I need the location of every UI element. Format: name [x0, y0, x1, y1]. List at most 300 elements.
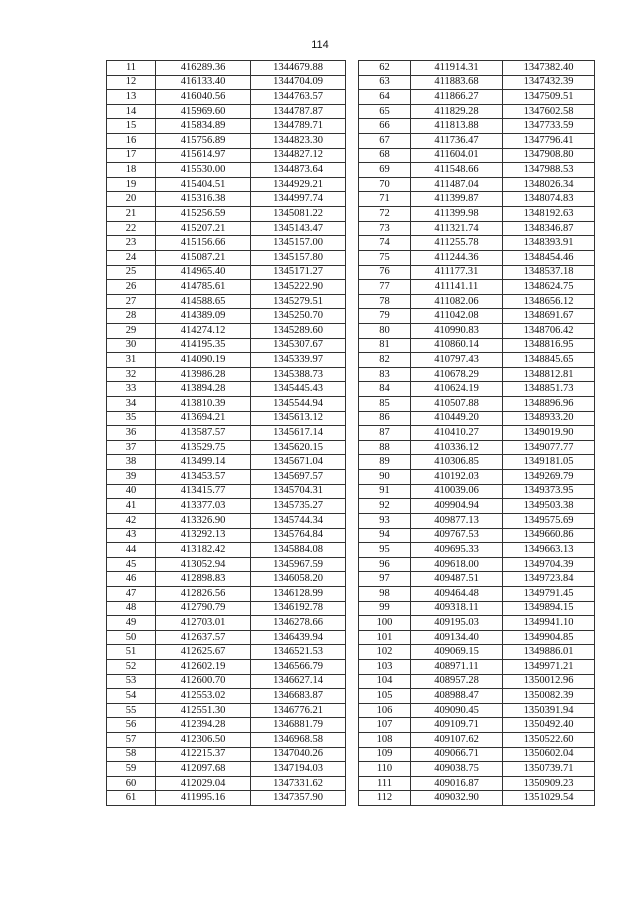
- x-coordinate-cell: 415756.89: [156, 134, 251, 149]
- table-row: [107, 484, 346, 499]
- x-coordinate-cell: 409487.51: [411, 572, 503, 587]
- y-coordinate-cell: 1346278.66: [251, 616, 346, 631]
- y-coordinate-cell: 1347040.26: [251, 747, 346, 762]
- point-number-cell: 24: [107, 250, 156, 265]
- table-row: [359, 645, 595, 660]
- y-coordinate-cell: 1350082.39: [503, 689, 595, 704]
- point-number-cell: 81: [359, 338, 411, 353]
- y-coordinate-cell: 1344763.57: [251, 90, 346, 105]
- y-coordinate-cell: 1350391.94: [503, 703, 595, 718]
- point-number-cell: 20: [107, 192, 156, 207]
- table-row: [359, 791, 595, 806]
- table-row: [107, 557, 346, 572]
- x-coordinate-cell: 409069.15: [411, 645, 503, 660]
- x-coordinate-cell: 411141.11: [411, 280, 503, 295]
- y-coordinate-cell: 1344929.21: [251, 177, 346, 192]
- y-coordinate-cell: 1345544.94: [251, 397, 346, 412]
- y-coordinate-cell: 1344873.64: [251, 163, 346, 178]
- table-row: [359, 134, 595, 149]
- y-coordinate-cell: 1349269.79: [503, 470, 595, 485]
- x-coordinate-cell: 409877.13: [411, 513, 503, 528]
- point-number-cell: 88: [359, 440, 411, 455]
- point-number-cell: 92: [359, 499, 411, 514]
- table-row: [359, 689, 595, 704]
- table-row: [107, 75, 346, 90]
- table-row: [107, 338, 346, 353]
- y-coordinate-cell: 1345081.22: [251, 207, 346, 222]
- point-number-cell: 99: [359, 601, 411, 616]
- table-row: [107, 776, 346, 791]
- x-coordinate-cell: 411399.87: [411, 192, 503, 207]
- coordinates-table-right: [358, 60, 595, 806]
- y-coordinate-cell: 1347509.51: [503, 90, 595, 105]
- x-coordinate-cell: 410860.14: [411, 338, 503, 353]
- y-coordinate-cell: 1345222.90: [251, 280, 346, 295]
- point-number-cell: 69: [359, 163, 411, 178]
- x-coordinate-cell: 409618.00: [411, 557, 503, 572]
- x-coordinate-cell: 412553.02: [156, 689, 251, 704]
- y-coordinate-cell: 1345620.15: [251, 440, 346, 455]
- y-coordinate-cell: 1345157.00: [251, 236, 346, 251]
- point-number-cell: 101: [359, 630, 411, 645]
- y-coordinate-cell: 1346439.94: [251, 630, 346, 645]
- x-coordinate-cell: 413326.90: [156, 513, 251, 528]
- point-number-cell: 109: [359, 747, 411, 762]
- x-coordinate-cell: 410624.19: [411, 382, 503, 397]
- point-number-cell: 39: [107, 470, 156, 485]
- table-row: [359, 104, 595, 119]
- table-row: [359, 207, 595, 222]
- table-row: [107, 134, 346, 149]
- table-row: [107, 265, 346, 280]
- y-coordinate-cell: 1348896.96: [503, 397, 595, 412]
- y-coordinate-cell: 1345884.08: [251, 543, 346, 558]
- x-coordinate-cell: 413694.21: [156, 411, 251, 426]
- x-coordinate-cell: 413292.13: [156, 528, 251, 543]
- table-row: [359, 250, 595, 265]
- y-coordinate-cell: 1349575.69: [503, 513, 595, 528]
- point-number-cell: 80: [359, 323, 411, 338]
- table-row: [107, 499, 346, 514]
- table-row: [359, 119, 595, 134]
- x-coordinate-cell: 412306.50: [156, 733, 251, 748]
- point-number-cell: 58: [107, 747, 156, 762]
- table-row: [107, 455, 346, 470]
- x-coordinate-cell: 410039.06: [411, 484, 503, 499]
- y-coordinate-cell: 1345143.47: [251, 221, 346, 236]
- point-number-cell: 64: [359, 90, 411, 105]
- y-coordinate-cell: 1348192.63: [503, 207, 595, 222]
- point-number-cell: 71: [359, 192, 411, 207]
- x-coordinate-cell: 411829.28: [411, 104, 503, 119]
- x-coordinate-cell: 410449.20: [411, 411, 503, 426]
- y-coordinate-cell: 1346776.21: [251, 703, 346, 718]
- y-coordinate-cell: 1349181.05: [503, 455, 595, 470]
- table-row: [107, 280, 346, 295]
- table-row: [359, 586, 595, 601]
- point-number-cell: 43: [107, 528, 156, 543]
- table-row: [359, 61, 595, 76]
- y-coordinate-cell: 1346566.79: [251, 659, 346, 674]
- point-number-cell: 105: [359, 689, 411, 704]
- y-coordinate-cell: 1348706.42: [503, 323, 595, 338]
- y-coordinate-cell: 1345967.59: [251, 557, 346, 572]
- y-coordinate-cell: 1349723.84: [503, 572, 595, 587]
- x-coordinate-cell: 412551.30: [156, 703, 251, 718]
- x-coordinate-cell: 414965.40: [156, 265, 251, 280]
- y-coordinate-cell: 1345671.04: [251, 455, 346, 470]
- x-coordinate-cell: 411082.06: [411, 294, 503, 309]
- y-coordinate-cell: 1344787.87: [251, 104, 346, 119]
- x-coordinate-cell: 415156.66: [156, 236, 251, 251]
- table-row: [107, 61, 346, 76]
- table-row: [107, 440, 346, 455]
- point-number-cell: 110: [359, 762, 411, 777]
- point-number-cell: 91: [359, 484, 411, 499]
- x-coordinate-cell: 411399.98: [411, 207, 503, 222]
- y-coordinate-cell: 1346192.78: [251, 601, 346, 616]
- table-row: [107, 513, 346, 528]
- point-number-cell: 53: [107, 674, 156, 689]
- point-number-cell: 41: [107, 499, 156, 514]
- x-coordinate-cell: 411321.74: [411, 221, 503, 236]
- y-coordinate-cell: 1344789.71: [251, 119, 346, 134]
- point-number-cell: 47: [107, 586, 156, 601]
- y-coordinate-cell: 1346968.58: [251, 733, 346, 748]
- point-number-cell: 36: [107, 426, 156, 441]
- point-number-cell: 76: [359, 265, 411, 280]
- x-coordinate-cell: 414274.12: [156, 323, 251, 338]
- table-row: [359, 557, 595, 572]
- x-coordinate-cell: 413052.94: [156, 557, 251, 572]
- y-coordinate-cell: 1350492.40: [503, 718, 595, 733]
- table-row: [107, 192, 346, 207]
- table-row: [359, 309, 595, 324]
- table-row: [359, 265, 595, 280]
- x-coordinate-cell: 409195.03: [411, 616, 503, 631]
- y-coordinate-cell: 1350909.23: [503, 776, 595, 791]
- x-coordinate-cell: 415969.60: [156, 104, 251, 119]
- point-number-cell: 98: [359, 586, 411, 601]
- x-coordinate-cell: 413182.42: [156, 543, 251, 558]
- table-row: [107, 411, 346, 426]
- point-number-cell: 73: [359, 221, 411, 236]
- x-coordinate-cell: 411244.36: [411, 250, 503, 265]
- x-coordinate-cell: 411487.04: [411, 177, 503, 192]
- point-number-cell: 107: [359, 718, 411, 733]
- table-row: [359, 192, 595, 207]
- y-coordinate-cell: 1348624.75: [503, 280, 595, 295]
- x-coordinate-cell: 410410.27: [411, 426, 503, 441]
- table-row: [359, 470, 595, 485]
- x-coordinate-cell: 409090.45: [411, 703, 503, 718]
- point-number-cell: 33: [107, 382, 156, 397]
- point-number-cell: 59: [107, 762, 156, 777]
- table-row: [359, 367, 595, 382]
- y-coordinate-cell: 1347382.40: [503, 61, 595, 76]
- point-number-cell: 72: [359, 207, 411, 222]
- point-number-cell: 28: [107, 309, 156, 324]
- y-coordinate-cell: 1349503.38: [503, 499, 595, 514]
- y-coordinate-cell: 1347796.41: [503, 134, 595, 149]
- point-number-cell: 96: [359, 557, 411, 572]
- x-coordinate-cell: 413894.28: [156, 382, 251, 397]
- point-number-cell: 34: [107, 397, 156, 412]
- point-number-cell: 55: [107, 703, 156, 718]
- y-coordinate-cell: 1347194.03: [251, 762, 346, 777]
- y-coordinate-cell: 1345744.34: [251, 513, 346, 528]
- x-coordinate-cell: 408988.47: [411, 689, 503, 704]
- point-number-cell: 26: [107, 280, 156, 295]
- table-row: [359, 148, 595, 163]
- point-number-cell: 42: [107, 513, 156, 528]
- y-coordinate-cell: 1349373.95: [503, 484, 595, 499]
- point-number-cell: 103: [359, 659, 411, 674]
- x-coordinate-cell: 415530.00: [156, 163, 251, 178]
- y-coordinate-cell: 1348454.46: [503, 250, 595, 265]
- point-number-cell: 14: [107, 104, 156, 119]
- point-number-cell: 56: [107, 718, 156, 733]
- y-coordinate-cell: 1350602.04: [503, 747, 595, 762]
- table-row: [107, 382, 346, 397]
- table-row: [107, 733, 346, 748]
- point-number-cell: 100: [359, 616, 411, 631]
- y-coordinate-cell: 1345157.80: [251, 250, 346, 265]
- table-row: [107, 104, 346, 119]
- y-coordinate-cell: 1346683.87: [251, 689, 346, 704]
- x-coordinate-cell: 411255.78: [411, 236, 503, 251]
- y-coordinate-cell: 1346881.79: [251, 718, 346, 733]
- x-coordinate-cell: 413986.28: [156, 367, 251, 382]
- point-number-cell: 48: [107, 601, 156, 616]
- y-coordinate-cell: 1348812.81: [503, 367, 595, 382]
- x-coordinate-cell: 413499.14: [156, 455, 251, 470]
- coordinates-table-left-body: [107, 61, 346, 806]
- x-coordinate-cell: 410507.88: [411, 397, 503, 412]
- point-number-cell: 29: [107, 323, 156, 338]
- point-number-cell: 23: [107, 236, 156, 251]
- x-coordinate-cell: 411736.47: [411, 134, 503, 149]
- x-coordinate-cell: 415404.51: [156, 177, 251, 192]
- y-coordinate-cell: 1349941.10: [503, 616, 595, 631]
- x-coordinate-cell: 411548.66: [411, 163, 503, 178]
- table-row: [359, 236, 595, 251]
- point-number-cell: 21: [107, 207, 156, 222]
- table-row: [359, 177, 595, 192]
- y-coordinate-cell: 1346627.14: [251, 674, 346, 689]
- x-coordinate-cell: 416289.36: [156, 61, 251, 76]
- y-coordinate-cell: 1348074.83: [503, 192, 595, 207]
- x-coordinate-cell: 409038.75: [411, 762, 503, 777]
- x-coordinate-cell: 415087.21: [156, 250, 251, 265]
- table-row: [359, 294, 595, 309]
- y-coordinate-cell: 1349886.01: [503, 645, 595, 660]
- x-coordinate-cell: 414195.35: [156, 338, 251, 353]
- x-coordinate-cell: 411042.08: [411, 309, 503, 324]
- point-number-cell: 111: [359, 776, 411, 791]
- point-number-cell: 44: [107, 543, 156, 558]
- table-row: [359, 528, 595, 543]
- point-number-cell: 25: [107, 265, 156, 280]
- table-row: [359, 397, 595, 412]
- x-coordinate-cell: 409107.62: [411, 733, 503, 748]
- point-number-cell: 16: [107, 134, 156, 149]
- x-coordinate-cell: 409464.48: [411, 586, 503, 601]
- table-row: [107, 250, 346, 265]
- point-number-cell: 46: [107, 572, 156, 587]
- y-coordinate-cell: 1348393.91: [503, 236, 595, 251]
- x-coordinate-cell: 414588.65: [156, 294, 251, 309]
- x-coordinate-cell: 412394.28: [156, 718, 251, 733]
- point-number-cell: 60: [107, 776, 156, 791]
- y-coordinate-cell: 1345289.60: [251, 323, 346, 338]
- y-coordinate-cell: 1349971.21: [503, 659, 595, 674]
- y-coordinate-cell: 1347357.90: [251, 791, 346, 806]
- y-coordinate-cell: 1344679.88: [251, 61, 346, 76]
- table-row: [107, 294, 346, 309]
- point-number-cell: 49: [107, 616, 156, 631]
- x-coordinate-cell: 411914.31: [411, 61, 503, 76]
- coordinates-table-right-body: [359, 61, 595, 806]
- x-coordinate-cell: 409032.90: [411, 791, 503, 806]
- point-number-cell: 12: [107, 75, 156, 90]
- x-coordinate-cell: 412790.79: [156, 601, 251, 616]
- table-row: [359, 513, 595, 528]
- y-coordinate-cell: 1345445.43: [251, 382, 346, 397]
- y-coordinate-cell: 1348816.95: [503, 338, 595, 353]
- table-row: [107, 90, 346, 105]
- table-row: [107, 163, 346, 178]
- y-coordinate-cell: 1345764.84: [251, 528, 346, 543]
- y-coordinate-cell: 1351029.54: [503, 791, 595, 806]
- x-coordinate-cell: 412826.56: [156, 586, 251, 601]
- y-coordinate-cell: 1344997.74: [251, 192, 346, 207]
- y-coordinate-cell: 1347988.53: [503, 163, 595, 178]
- table-row: [107, 177, 346, 192]
- table-row: [359, 75, 595, 90]
- y-coordinate-cell: 1347331.62: [251, 776, 346, 791]
- point-number-cell: 19: [107, 177, 156, 192]
- y-coordinate-cell: 1348845.65: [503, 353, 595, 368]
- table-row: [359, 718, 595, 733]
- table-row: [359, 747, 595, 762]
- point-number-cell: 94: [359, 528, 411, 543]
- x-coordinate-cell: 412097.68: [156, 762, 251, 777]
- y-coordinate-cell: 1345735.27: [251, 499, 346, 514]
- x-coordinate-cell: 416133.40: [156, 75, 251, 90]
- point-number-cell: 106: [359, 703, 411, 718]
- table-row: [107, 353, 346, 368]
- y-coordinate-cell: 1348933.20: [503, 411, 595, 426]
- point-number-cell: 30: [107, 338, 156, 353]
- y-coordinate-cell: 1349791.45: [503, 586, 595, 601]
- point-number-cell: 18: [107, 163, 156, 178]
- table-row: [107, 601, 346, 616]
- y-coordinate-cell: 1348026.34: [503, 177, 595, 192]
- table-row: [107, 616, 346, 631]
- table-row: [359, 280, 595, 295]
- y-coordinate-cell: 1346128.99: [251, 586, 346, 601]
- y-coordinate-cell: 1345617.14: [251, 426, 346, 441]
- x-coordinate-cell: 410797.43: [411, 353, 503, 368]
- table-row: [359, 426, 595, 441]
- point-number-cell: 63: [359, 75, 411, 90]
- x-coordinate-cell: 411866.27: [411, 90, 503, 105]
- point-number-cell: 11: [107, 61, 156, 76]
- point-number-cell: 86: [359, 411, 411, 426]
- x-coordinate-cell: 413453.57: [156, 470, 251, 485]
- x-coordinate-cell: 408957.28: [411, 674, 503, 689]
- x-coordinate-cell: 413587.57: [156, 426, 251, 441]
- table-row: [359, 601, 595, 616]
- point-number-cell: 51: [107, 645, 156, 660]
- y-coordinate-cell: 1347602.58: [503, 104, 595, 119]
- x-coordinate-cell: 412602.19: [156, 659, 251, 674]
- x-coordinate-cell: 412703.01: [156, 616, 251, 631]
- y-coordinate-cell: 1348656.12: [503, 294, 595, 309]
- table-row: [359, 221, 595, 236]
- y-coordinate-cell: 1345704.31: [251, 484, 346, 499]
- table-row: [359, 411, 595, 426]
- x-coordinate-cell: 409318.11: [411, 601, 503, 616]
- x-coordinate-cell: 415256.59: [156, 207, 251, 222]
- y-coordinate-cell: 1348851.73: [503, 382, 595, 397]
- table-row: [359, 543, 595, 558]
- point-number-cell: 37: [107, 440, 156, 455]
- x-coordinate-cell: 411995.16: [156, 791, 251, 806]
- x-coordinate-cell: 411604.01: [411, 148, 503, 163]
- table-row: [107, 367, 346, 382]
- y-coordinate-cell: 1345171.27: [251, 265, 346, 280]
- y-coordinate-cell: 1346521.53: [251, 645, 346, 660]
- point-number-cell: 84: [359, 382, 411, 397]
- table-row: [107, 323, 346, 338]
- point-number-cell: 112: [359, 791, 411, 806]
- table-row: [107, 791, 346, 806]
- x-coordinate-cell: 411813.88: [411, 119, 503, 134]
- point-number-cell: 31: [107, 353, 156, 368]
- y-coordinate-cell: 1349660.86: [503, 528, 595, 543]
- x-coordinate-cell: 413810.39: [156, 397, 251, 412]
- x-coordinate-cell: 413377.03: [156, 499, 251, 514]
- table-row: [107, 718, 346, 733]
- point-number-cell: 83: [359, 367, 411, 382]
- y-coordinate-cell: 1346058.20: [251, 572, 346, 587]
- x-coordinate-cell: 410306.85: [411, 455, 503, 470]
- point-number-cell: 87: [359, 426, 411, 441]
- y-coordinate-cell: 1350012.96: [503, 674, 595, 689]
- point-number-cell: 95: [359, 543, 411, 558]
- point-number-cell: 15: [107, 119, 156, 134]
- point-number-cell: 61: [107, 791, 156, 806]
- table-row: [107, 221, 346, 236]
- x-coordinate-cell: 412600.70: [156, 674, 251, 689]
- x-coordinate-cell: 414785.61: [156, 280, 251, 295]
- table-row: [107, 119, 346, 134]
- x-coordinate-cell: 415614.97: [156, 148, 251, 163]
- x-coordinate-cell: 412637.57: [156, 630, 251, 645]
- page-number: 114: [311, 39, 329, 51]
- table-row: [107, 470, 346, 485]
- x-coordinate-cell: 413529.75: [156, 440, 251, 455]
- table-row: [359, 323, 595, 338]
- point-number-cell: 89: [359, 455, 411, 470]
- point-number-cell: 13: [107, 90, 156, 105]
- y-coordinate-cell: 1345250.70: [251, 309, 346, 324]
- point-number-cell: 79: [359, 309, 411, 324]
- table-row: [107, 762, 346, 777]
- y-coordinate-cell: 1349077.77: [503, 440, 595, 455]
